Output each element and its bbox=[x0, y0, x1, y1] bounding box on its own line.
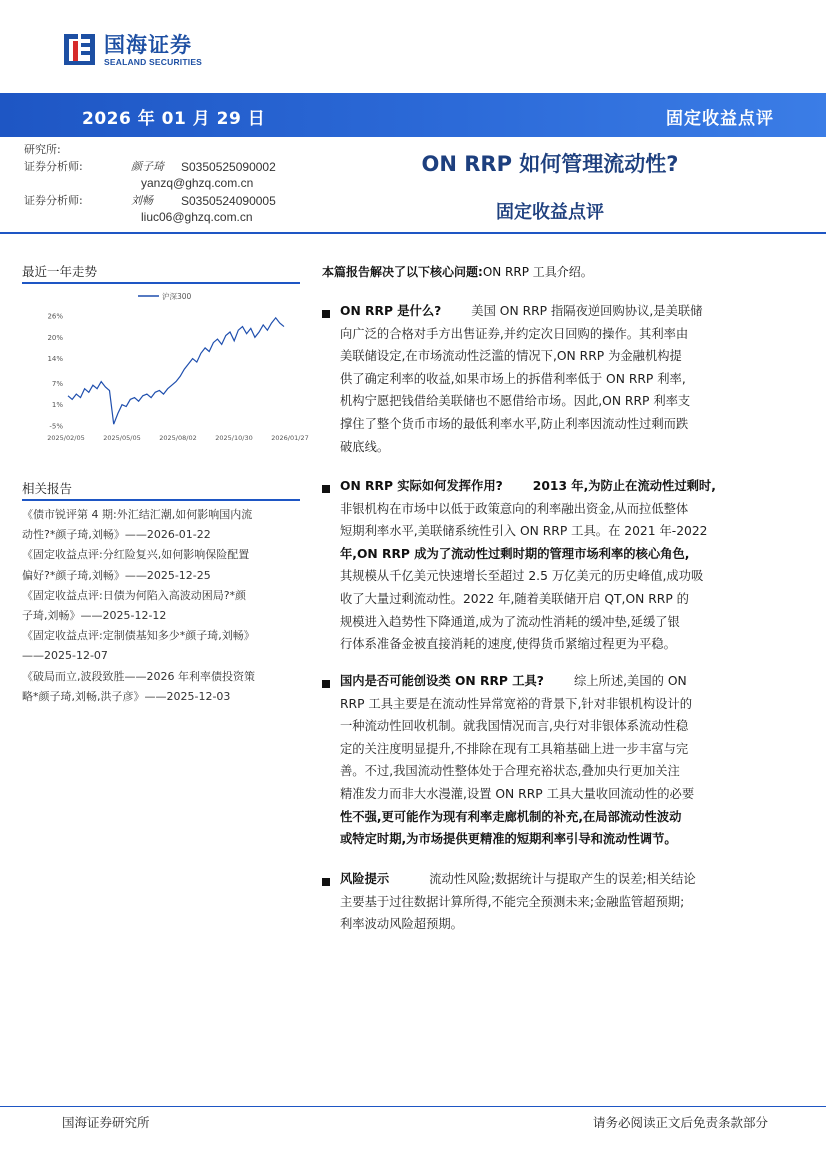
section-line: 利率波动风险超预期。 bbox=[340, 917, 463, 932]
analyst-row bbox=[24, 159, 304, 176]
related-line[interactable]: 《债市锐评第 4 期:外汇结汇潮,如何影响国内流 bbox=[22, 508, 253, 521]
core-question-label: 本篇报告解决了以下核心问题: bbox=[322, 265, 483, 279]
y-tick-group bbox=[47, 313, 63, 431]
related-heading bbox=[22, 479, 300, 501]
header-divider bbox=[0, 232, 826, 234]
bullet-square-icon bbox=[322, 878, 330, 886]
section-line: 流动性风险;数据统计与提取产生的误差;相关结论 bbox=[429, 872, 696, 886]
trend-series-line bbox=[68, 318, 284, 424]
analyst-email[interactable]: yanzq@ghzq.com.cn bbox=[141, 176, 254, 190]
core-question bbox=[322, 263, 792, 280]
section-line: 或特定时期,为市场提供更精准的短期利率引导和流动性调节。 bbox=[340, 832, 677, 847]
page-title: ON RRP 如何管理流动性? bbox=[421, 152, 679, 176]
related-reports bbox=[22, 505, 302, 707]
page-subtitle: 固定收益点评 bbox=[496, 202, 604, 223]
analyst-role: 证券分析师: bbox=[24, 193, 83, 207]
analyst-name: 颜子琦 bbox=[131, 159, 164, 173]
analyst-row bbox=[24, 193, 304, 210]
section-line: 收了大量过剩流动性。2022 年,随着美联储开启 QT,ON RRP 的 bbox=[340, 591, 689, 606]
legend-label: 沪深300 bbox=[162, 292, 192, 301]
trend-chart bbox=[22, 287, 309, 447]
related-line[interactable]: ——2025-12-07 bbox=[22, 649, 108, 663]
section-line: 定的关注度明显提升,不排除在现有工具箱基础上进一步丰富与完 bbox=[340, 741, 689, 756]
related-line[interactable]: 偏好?*颜子琦,刘畅》——2025-12-25 bbox=[22, 568, 211, 582]
analyst-name: 刘畅 bbox=[131, 193, 153, 207]
section-line: RRP 工具主要是在流动性异常宽裕的背景下,针对非银机构设计的 bbox=[340, 696, 693, 711]
logo-cn-text: 国海证券 bbox=[104, 32, 192, 57]
y-tick-label: -5% bbox=[49, 422, 63, 431]
section-line: 主要基于过往数据计算所得,不能完全预测未来;金融监管超预期; bbox=[340, 894, 685, 909]
related-line[interactable]: 《固定收益点评:分红险复兴,如何影响保险配置 bbox=[22, 548, 250, 562]
analyst-role: 证券分析师: bbox=[24, 159, 83, 173]
y-tick-label: 7% bbox=[51, 379, 63, 388]
header-band bbox=[0, 93, 826, 137]
y-tick-label: 20% bbox=[47, 333, 63, 342]
section-line: 一种流动性回收机制。就我国情况而言,央行对非银体系流动性稳 bbox=[340, 719, 689, 734]
section-heading: 国内是否可能创设类 ON RRP 工具? bbox=[340, 674, 544, 688]
research-institute-label: 研究所: bbox=[24, 143, 61, 156]
related-line[interactable]: 动性?*颜子琦,刘畅》——2026-01-22 bbox=[22, 528, 211, 542]
related-line[interactable]: 《破局而立,波段致胜——2026 年利率债投资策 bbox=[22, 669, 255, 683]
section-line: 2013 年,为防止在流动性过剩时, bbox=[532, 479, 716, 493]
section-line: 破底线。 bbox=[340, 439, 390, 454]
x-tick-label: 2026/01/27 bbox=[271, 434, 309, 442]
section-heading: 风险提示 bbox=[340, 872, 390, 886]
x-tick-label: 2025/05/05 bbox=[103, 434, 141, 442]
section-line: 撑住了整个货币市场的最低利率水平,防止利率因流动性过剩而跌 bbox=[340, 416, 689, 431]
report-date: 2026 年 01 月 29 日 bbox=[82, 109, 266, 129]
section-line: 美联储设定,在市场流动性泛滥的情况下,ON RRP 为金融机构提 bbox=[340, 349, 682, 364]
core-question-text: ON RRP 工具介绍。 bbox=[482, 265, 593, 279]
x-tick-label: 2025/08/02 bbox=[159, 434, 197, 442]
related-heading-text: 相关报告 bbox=[22, 481, 73, 496]
section-line: 行体系准备金被直接消耗的速度,使得货币紧缩过程更为平稳。 bbox=[340, 637, 676, 652]
analyst-email[interactable]: liuc06@ghzq.com.cn bbox=[141, 210, 253, 224]
x-tick-label: 2025/02/05 bbox=[47, 434, 85, 442]
section-line: 供了确定利率的收益,如果市场上的拆借利率低于 ON RRP 利率, bbox=[340, 371, 686, 386]
y-tick-label: 26% bbox=[47, 312, 63, 321]
report-type: 固定收益点评 bbox=[666, 109, 774, 129]
footer-left: 国海证券研究所 bbox=[62, 1115, 150, 1130]
section-line: 规模进入趋势性下降通道,成为了流动性消耗的缓冲垫,延缓了银 bbox=[340, 614, 680, 629]
section-line: 向广泛的合格对手方出售证券,并约定次日回购的操作。其利率由 bbox=[340, 326, 689, 341]
bullet-square-icon bbox=[322, 485, 330, 493]
bullet-square-icon bbox=[322, 680, 330, 688]
analyst-block bbox=[24, 142, 304, 226]
section-heading: ON RRP 实际如何发挥作用? bbox=[340, 479, 503, 493]
trend-chart-svg bbox=[22, 287, 309, 447]
trend-heading bbox=[22, 262, 300, 284]
y-tick-label: 1% bbox=[51, 401, 63, 410]
section-heading: ON RRP 是什么? bbox=[340, 304, 442, 318]
section-line: 精准发力而非大水漫灌,设置 ON RRP 工具大量收回流动性的必要 bbox=[340, 786, 695, 801]
analyst-cert: S0350524090005 bbox=[181, 193, 276, 208]
section-line: 善。不过,我国流动性整体处于合理充裕状态,叠加央行更加关注 bbox=[340, 764, 680, 779]
section-line: 短期利率水平,美联储系统性引入 ON RRP 工具。在 2021 年-2022 bbox=[340, 524, 708, 539]
section-line: 其规模从千亿美元快速增长至超过 2.5 万亿美元的历史峰值,成功吸 bbox=[340, 569, 704, 584]
section-line: 综上所述,美国的 ON bbox=[573, 674, 687, 688]
section-line: 性不强,更可能作为现有利率走廊机制的补充,在局部流动性波动 bbox=[340, 809, 682, 824]
company-logo bbox=[62, 30, 202, 70]
footer-disclaimer: 请务必阅读正文后免责条款部分 bbox=[592, 1115, 768, 1130]
section-line: 机构宁愿把钱借给美联储也不愿借给市场。因此,ON RRP 利率支 bbox=[340, 394, 691, 409]
section-line: 非银机构在市场中以低于政策意向的利率融出资金,从而拉低整体 bbox=[340, 501, 689, 516]
related-line[interactable]: 《固定收益点评:日债为何陷入高波动困局?*颜 bbox=[22, 588, 247, 602]
related-line[interactable]: 略*颜子琦,刘畅,洪子彦》——2025-12-03 bbox=[22, 689, 231, 703]
analyst-cert: S0350525090002 bbox=[181, 159, 276, 174]
bullet-square-icon bbox=[322, 310, 330, 318]
section-line: 年,ON RRP 成为了流动性过剩时期的管理市场利率的核心角色, bbox=[340, 546, 690, 561]
section-line: 美国 ON RRP 指隔夜逆回购协议,是美联储 bbox=[471, 304, 703, 318]
y-tick-label: 14% bbox=[47, 355, 63, 364]
related-line[interactable]: 子琦,刘畅》——2025-12-12 bbox=[22, 609, 167, 623]
footer-divider bbox=[0, 1106, 826, 1107]
x-tick-label: 2025/10/30 bbox=[215, 434, 253, 442]
trend-heading-text: 最近一年走势 bbox=[22, 264, 98, 279]
related-line[interactable]: 《固定收益点评:定制债基知多少*颜子琦,刘畅》 bbox=[22, 629, 255, 643]
logo-en-text: SEALAND SECURITIES bbox=[104, 56, 203, 67]
x-tick-group bbox=[47, 434, 308, 442]
logo-mark-icon bbox=[62, 31, 98, 69]
